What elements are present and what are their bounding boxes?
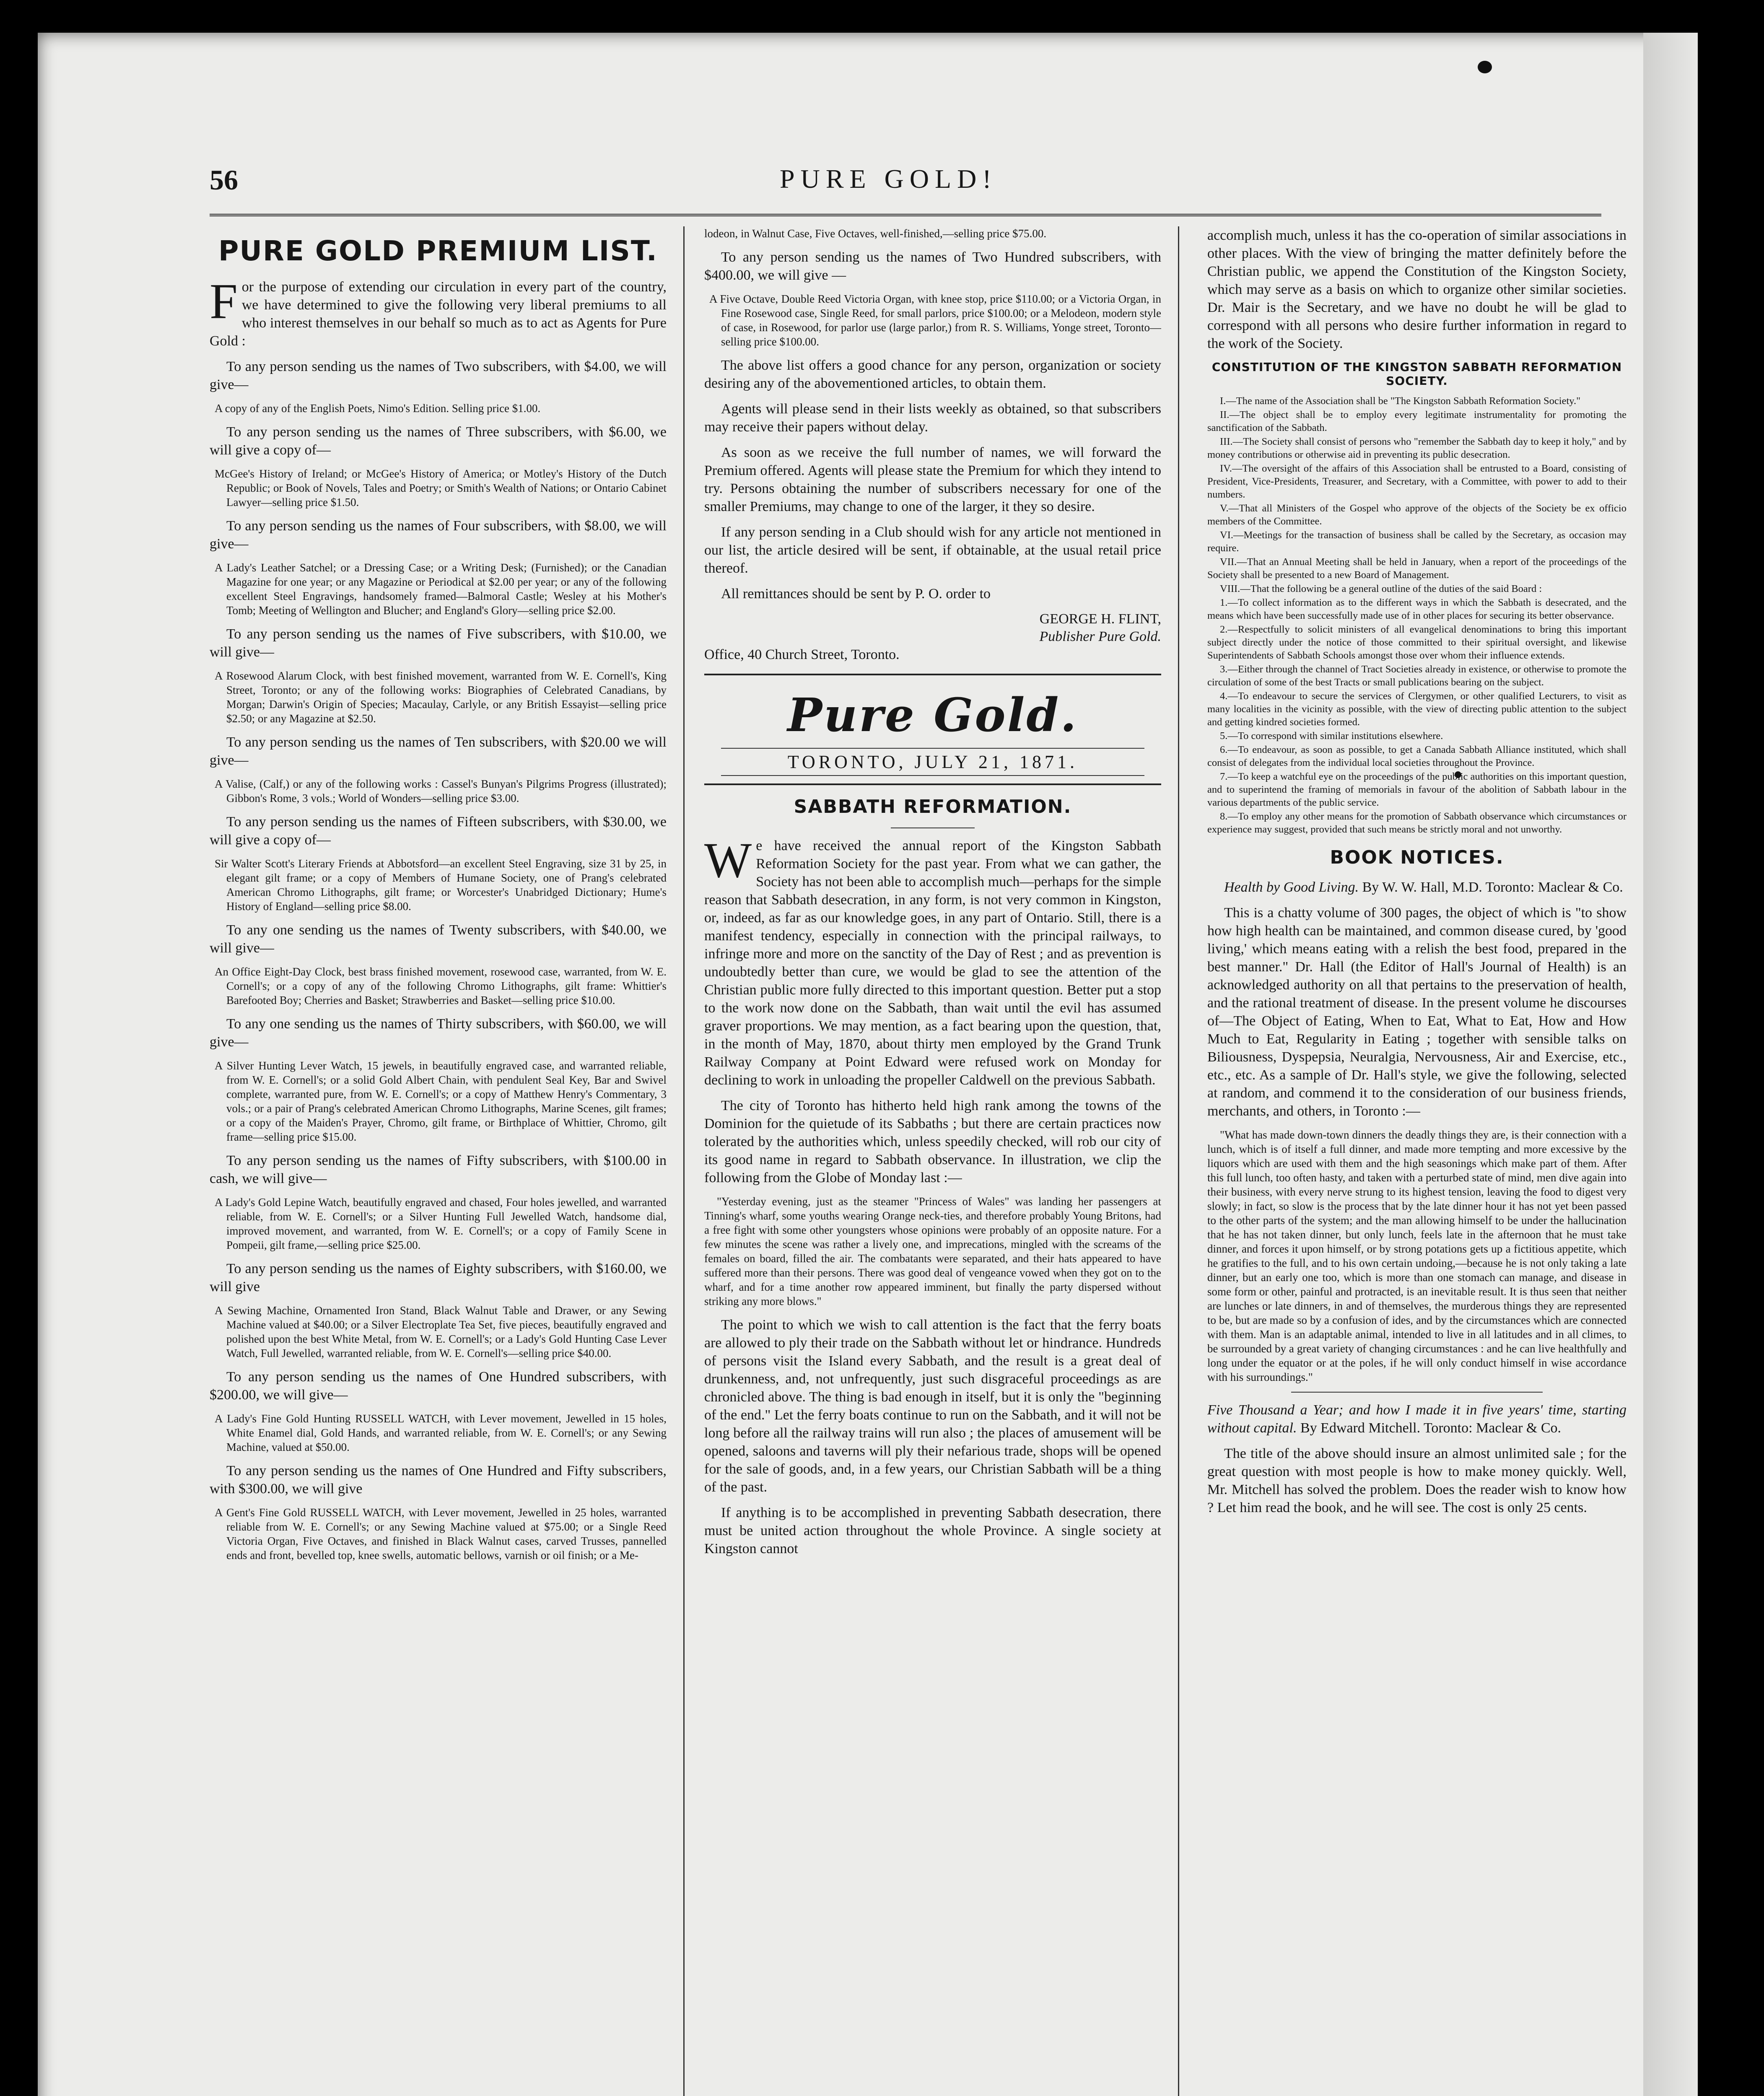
constitution-article: V.—That all Ministers of the Gospel who approve of the objects of the Society be ex officio members of the Committee. [1207,503,1627,527]
constitution-article: 5.—To correspond with similar institutions elsewhere. [1220,730,1443,742]
constitution-article: 4.—To endeavour to secure the services of Clergymen, or other qualified Lecturers, to visit as many localities in the vicinity as possible, with the view of directing public attention to the subject and getting kindred societies formed. [1207,690,1627,728]
premium-prize: Sir Walter Scott's Literary Friends at Abbotsford—an excellent Steel Engraving, size 31 by 25, in elegant gilt frame; or a copy of Members of Humane Society, one of Prang's celebrated American Chromo Lithographs, gilt frame; or Worcester's Unabridged Dictionary; Hume's History of England—selling price $8.00. [215,857,667,913]
flag-title: Pure Gold. [787,688,1078,742]
constitution-article: 7.—To keep a watchful eye on the proceedings of the public authorities on this important question, and to superintend the framing of memorials in favour of the abolition of Sabbath labour in the various departments of the public service. [1207,771,1627,808]
constitution-article: III.—The Society shall consist of persons who "remember the Sabbath day to keep it holy," and by money contributions or otherwise aid in preventing its public desecration. [1207,436,1627,460]
constitution-article: 6.—To endeavour, as soon as possible, to get a Canada Sabbath Alliance instituted, which shall consist of delegates from the individual local societies throughout the Province. [1207,744,1627,768]
premium-prize: A Silver Hunting Lever Watch, 15 jewels, in beautifully engraved case, and warranted reliable, from W. E. Cornell's; or a solid Gold Albert Chain, with pendulent Seal Key, Bar and Swivel complete, warranted pure, from W. E. Cornell's; or a copy of Matthew Henry's Commentary, 3 vols.; or a pair of Prang's celebrated American Chromo Lithographs, Marine Scenes, gilt frames; or a copy of the Maiden's Prayer, Chromo, gilt frame, or Birthplace of Whittier, Chromo, gilt frame—selling price $15.00. [215,1059,667,1143]
premium-offer: To any person sending us the names of Eighty subscribers, with $160.00, we will give [210,1261,667,1294]
constitution-article: 8.—To employ any other means for the promotion of Sabbath observance which circumstances or experience may suggest, provided that such means be strictly moral and not unworthy. [1207,811,1627,835]
book2-title: Five Thousand a Year; and how I made it in five years' time, starting without capital. [1207,1402,1627,1436]
premium-prize: A Valise, (Calf,) or any of the following works : Cassel's Bunyan's Pilgrims Progress (illustrated); Gibbon's Rome, 3 vols.; World of Wonders—selling price $3.00. [215,778,667,804]
premium-prize: A Lady's Leather Satchel; or a Dressing Case; or a Writing Desk; (Furnished); or the Canadian Magazine for one year; or any Magazine or Periodical at $2.00 per year; or any of the following excellent Steel Engravings, handsomely framed—Balmoral Castle; Wesley at his Mother's Tomb; Meeting of Wellington and Blucher; and England's Glory—selling price $2.00. [215,561,667,617]
office-address: Office, 40 Church Street, Toronto. [704,647,900,662]
constitution-article: IV.—The oversight of the affairs of this Association shall be entrusted to a Board, consisting of President, Vice-Presidents, Treasurer, and Secretary, with a Committee, with power to add to their numbers. [1207,463,1627,500]
notice-paragraph: All remittances should be sent by P. O. order to [721,586,991,602]
premium-offer: To any person sending us the names of Two subscribers, with $4.00, we will give— [210,359,667,392]
premium-prize: A copy of any of the English Poets, Nimo's Edition. Selling price $1.00. [215,402,541,415]
premium-offer: To any one sending us the names of Twenty subscribers, with $40.00, we will give— [210,922,667,956]
premium-prize: A Five Octave, Double Reed Victoria Organ, with knee stop, price $110.00; or a Victoria Organ, in Fine Rosewood case, Single Reed, for small parlors, price $100.00; or a Melodeon, modern style of case, in Rosewood, for parlor use (large parlor,) from R. S. Williams, Yonge street, Toronto—selling price $100.00. [709,293,1161,348]
sabbath-continued: accomplish much, unless it has the co-operation of similar associations in other places. With the view of bringing the matter definitely before the Christian public, we append the Constitution of the Kingston Society, which may serve as a basis on which to organize other similar societies. Dr. Mair is the Secretary, and we have no doubt he will be glad to correspond with all persons who desire further information in regard to the work of the Society. [1207,228,1627,351]
premium-offer: To any person sending us the names of Three subscribers, with $6.00, we will give a copy of— [210,424,667,458]
notice-paragraph: As soon as we receive the full number of names, we will forward the Premium offered. Agents will please state the Premium for which they intend to try. Persons obtaining the number of subscribers necessary for one of the smaller Premiums, may change to one of the larger, it they so desire. [704,445,1161,514]
right-column [1207,226,1627,2096]
premium-offer: To any person sending us the names of One Hundred and Fifty subscribers, with $300.00, we will give [210,1463,667,1497]
premium-prize: A Gent's Fine Gold RUSSELL WATCH, with Lever movement, Jewelled in 25 holes, warranted reliable from W. E. Cornell's; or any Sewing Machine valued at $75.00; or a Single Reed Victoria Organ, Five Octaves, and finished in Black Walnut cases, carved Trusses, pannelled ends and front, bevelled top, knee swells, automatic bellows, varnish or oil finish; or a Me- [215,1506,667,1562]
premium-prize: A Sewing Machine, Ornamented Iron Stand, Black Walnut Table and Drawer, or any Sewing Machine valued at $40.00; or a Silver Electroplate Tea Set, five pieces, beautifully engraved and polished upon the best White Metal, from W. E. Cornell's; or a Lady's Gold Hunting Case Lever Watch, Full Jewelled, warranted reliable, from W. E. Cornell's—selling price $40.00. [215,1304,667,1359]
middle-column [704,226,1161,2096]
premium-prize: A Lady's Gold Lepine Watch, beautifully engraved and chased, Four holes jewelled, and warranted reliable, from W. E. Cornell's; or a Silver Hunting Full Jewelled Watch, handsome dial, improved movement, and warranted, from W. E. Cornell's; or a copy of Family Scene in Pompeii, gilt frame,—selling price $25.00. [215,1196,667,1251]
premium-offer: To any person sending us the names of Four subscribers, with $8.00, we will give— [210,518,667,552]
premium-prize: An Office Eight-Day Clock, best brass finished movement, rosewood case, warranted, from W. E. Cornell's; or a copy of any of the following Chromo Lithographs, gilt frame: Whittier's Barefooted Boy; Cherries and Basket; Strawberries and Basket—selling price $10.00. [215,965,667,1006]
premium-items [210,358,667,1562]
constitution-article: 3.—Either through the channel of Tract Societies already in existence, or otherwise to promote the circulation of some of the best Tracts or small publications bearing on the subject. [1207,664,1627,688]
newspaper-flag [704,674,1161,785]
constitution-article: VI.—Meetings for the transaction of business shall be called by the Secretary, as occasion may require. [1207,529,1627,554]
premium-list-heading: PURE GOLD PREMIUM LIST. [218,235,658,267]
sabbath-paragraph: If anything is to be accomplished in preventing Sabbath desecration, there must be united action throughout the whole Province. A single society at Kingston cannot [704,1505,1161,1556]
book2-review: The title of the above should insure an almost unlimited sale ; for the great question with most people is how to make money quickly. Well, Mr. Mitchell has solved the problem. Does the reader wish to know how ? Let him read the book, and he will see. The cost is only 25 cents. [1207,1446,1627,1515]
book2-header [1207,1401,1627,1437]
constitution-articles [1207,394,1627,836]
premium-prize: A Rosewood Alarum Clock, with best finished movement, warranted from W. E. Cornell's, King Street, Toronto; or any of the following works: Biographies of Celebrated Canadians, by Morgan; Darwin's Origin of Species; Macaulay, Carlyle, or any British Essayist—selling price $2.50; or any Magazine at $2.50. [215,669,667,725]
constitution-article: II.—The object shall be to employ every legitimate instrumentality for promoting the sanctification of the Sabbath. [1207,409,1627,433]
signature-title: Publisher Pure Gold. [1039,629,1161,644]
book1-title: Health by Good Living. [1224,879,1359,895]
running-title: PURE GOLD! [780,164,997,194]
notice-paragraph: If any person sending in a Club should wish for any article not mentioned in our list, the article desired will be sent, if obtainable, at the usual retail price thereof. [704,524,1161,576]
book-notices-heading: BOOK NOTICES. [1330,847,1504,868]
sabbath-paragraph: The point to which we wish to call attention is the fact that the ferry boats are allowed to ply their trade on the Sabbath without let or hindrance. Hundreds of persons visit the Island every Sabbath, and the result is a great deal of drunkenness, and, not unfrequently, just such disgraceful proceedings as are chronicled above. The thing is bad enough in itself, but it is only the "beginning of the end." Let the ferry boats continue to run on the Sabbath, and it will not be long before all the railway trains will run also ; the places of amusement will be opened, saloons and taverns will ply their nefarious trade, shops will be opened for the sale of goods, and, in a few years, our Christian Sabbath will be a thing of the past. [704,1317,1161,1495]
sabbath-paragraph: The city of Toronto has hitherto held high rank among the towns of the Dominion for the quietude of its Sabbaths ; but there are certain practices now tolerated by the authorities which, unless speedily checked, will rob our city of its good name in regard to Sabbath observance. In illustration, we clip the following from the Globe of Monday last :— [704,1098,1161,1185]
notice-paragraph: The above list offers a good chance for any person, organization or society desiring any of the abovementioned articles, to obtain them. [704,358,1161,391]
constitution-article: VIII.—That the following be a general outline of the duties of the said Board : [1220,583,1542,594]
constitution-article: 2.—Respectfully to solicit ministers of all evangelical denominations to bring this important subject directly under the notice of those committed to their spiritual oversight, and likewise Superintendents of Sabbath Schools amongst those over whom their influence extends. [1207,624,1627,661]
premium-offer: To any person sending us the names of One Hundred subscribers, with $200.00, we will give— [210,1369,667,1403]
premium-offer: To any person sending us the names of Fifty subscribers, with $100.00 in cash, we will give— [210,1153,667,1186]
book1-review: This is a chatty volume of 300 pages, the object of which is "to show how high health can be maintained, and common disease cured, by 'good living,' which means eating with a relish the best food, prepared in the best manner." Dr. Hall (the Editor of Hall's Journal of Health) is an acknowledged authority on all that pertains to the preservation of health, and the rational treatment of disease. In the present volume he discourses of—The Object of Eating, When to Eat, What to Eat, How and How Much to Eat, Regularity in Eating ; together with sensible talks on Biliousness, Dyspepsia, Neuralgia, Nervousness, Air and Exercise, etc., etc., etc. As a sample of Dr. Hall's style, we give the following, selected at random, and commend it to the consideration of our business friends, merchants, and others, in Toronto :— [1207,905,1627,1119]
signature-name: GEORGE H. FLINT, [1039,611,1161,627]
sabbath-heading: SABBATH REFORMATION. [794,796,1072,817]
globe-quote: "Yesterday evening, just as the steamer "Princess of Wales" was landing her passengers at Tinning's wharf, some youths wearing Orange neck-ties, and therefore probably Young Britons, had a free fight with some other youngsters whose opinions were probably of an opposite nature. For a few minutes the scene was rather a lively one, and imprecations, mingled with the screams of the females on board, filled the air. The combatants were separated, and their hats appeared to have suffered more than their persons. There was good deal of vengeance vowed when they got on to the wharf, and for a time another row appeared imminent, but finally the party dispersed without striking any more blows." [704,1195,1161,1307]
header-rule [210,214,1601,216]
notice-paragraph: Agents will please send in their lists weekly as obtained, so that subscribers may receive their papers without delay. [704,401,1161,435]
premium-offer: To any person sending us the names of Five subscribers, with $10.00, we will give— [210,626,667,660]
premium-list-column [210,226,667,2096]
constitution-heading: CONSTITUTION OF THE KINGSTON SABBATH REFORMATION SOCIETY. [1211,360,1622,388]
page-number: 56 [210,164,238,196]
section-rule [1291,1392,1543,1393]
running-header [210,163,1601,196]
sabbath-paragraph: We have received the annual report of the Kingston Sabbath Reformation Society for the past year. From what we can gather, the Society has not been able to accomplish much—perhaps for the simple reason that Sabbath desecration, in any form, is not very common in Kingston, or, indeed, as far as our knowledge goes, in any part of Ontario. Still, there is a manifest tendency, especially in connection with the principal railways, to infringe more and more on the sanctity of the Day of Rest ; and as prevention is undoubtedly better than cure, we would be glad to see the attention of the Christian public more fully directed to this important question. Better put a stop to the work now done on the Sabbath, than wait until the evil has assumed graver proportions. We may mention, as a fact bearing upon the question, that, in the month of May, 1870, about thirty men employed by the Grand Trunk Railway Company at Point Edward were refused work on Monday for declining to work in unloading the propeller Caldwell on the previous Sabbath. [704,832,1161,1088]
page-edge-shadow [1643,33,1698,2096]
premium-offer: To any person sending us the names of Fifteen subscribers, with $30.00, we will give a copy of— [210,814,667,848]
premium-offer: To any person sending us the names of Two Hundred subscribers, with $400.00, we will give — [704,249,1161,283]
premium-prize: A Lady's Fine Gold Hunting RUSSELL WATCH, with Lever movement, Jewelled in 15 holes, White Enamel dial, Gold Hands, and warranted reliable, from W. E. Cornell's; or any Sewing Machine, valued at $50.00. [215,1412,667,1453]
constitution-article: I.—The name of the Association shall be "The Kingston Sabbath Reformation Society." [1220,395,1581,407]
continued-prize: lodeon, in Walnut Case, Five Octaves, well-finished,—selling price $75.00. [704,227,1047,240]
premium-prize: McGee's History of Ireland; or McGee's History of America; or Motley's History of the Dutch Republic; or Book of Novels, Tales and Poetry; or Smith's Wealth of Nations; or Ontario Cabinet Lawyer—selling price $1.50. [215,467,667,508]
premium-offer: To any person sending us the names of Ten subscribers, with $20.00 we will give— [210,734,667,768]
premium-offer: To any one sending us the names of Thirty subscribers, with $60.00, we will give— [210,1016,667,1050]
constitution-article: VII.—That an Annual Meeting shall be held in January, when a report of the proceedings of the Society shall be presented to a new Board of Management. [1207,556,1627,581]
column-rule-right [1178,226,1179,2096]
ink-blot [1478,61,1492,73]
book1-byline: By W. W. Hall, M.D. Toronto: Maclear & Co. [1362,879,1623,895]
column-rule-left [683,226,685,2096]
premium-intro: For the purpose of extending our circulation in every part of the country, we have determined to give the following very liberal premiums to all who interest themselves in our behalf so much as to act as Agents for Pure Gold : [210,273,667,349]
book1-quote: "What has made down-town dinners the deadly things they are, is their connection with a lunch, which is of itself a full dinner, and made more tempting and more excessive by the liquors which are used with them and the high seasonings which make part of them. After this full lunch, too often hasty, and taken with a perturbed state of mind, men dive again into their business, with every nerve strung to its highest tension, leaving the food to digest very slowly; in fact, so slow is the process that by the late dinner hour it has not yet been passed to the other parts of the system; and the man allowing himself to be under the hallucination that he has not taken dinner, but only lunch, feels late in the afternoon that he must take dinner, and forces it upon himself, or by strong potations gets up a fictitious appetite, which he gratifies to the full, and to his own certain undoing,—because he is not only taking a late dinner, but an early one too, which is more than one stomach can manage, and disease in some form or other, painful and protracted, is an inevitable result. It is thus seen that neither are lunches or late dinners, in and of themselves, the murderous things they are represented to be, but are made so by a confusion of ides, and by the circumstances which are connected with them. Man is an adaptable animal, intended to live in all latitudes and in all climes, to be surrounded by a great variety of changing circumstances : and he can live healthfully and long under the equator or at the poles, if he will only conduct himself in wise accordance with his surroundings." [1207,1128,1627,1383]
constitution-article: 1.—To collect information as to the different ways in which the Sabbath is desecrated, and the means which have been successfully made use of in other places for securing its better observance. [1207,597,1627,621]
book2-byline: By Edward Mitchell. Toronto: Maclear & Co. [1300,1420,1562,1436]
book1-header [1207,878,1627,896]
dateline: TORONTO, JULY 21, 1871. [721,748,1144,776]
